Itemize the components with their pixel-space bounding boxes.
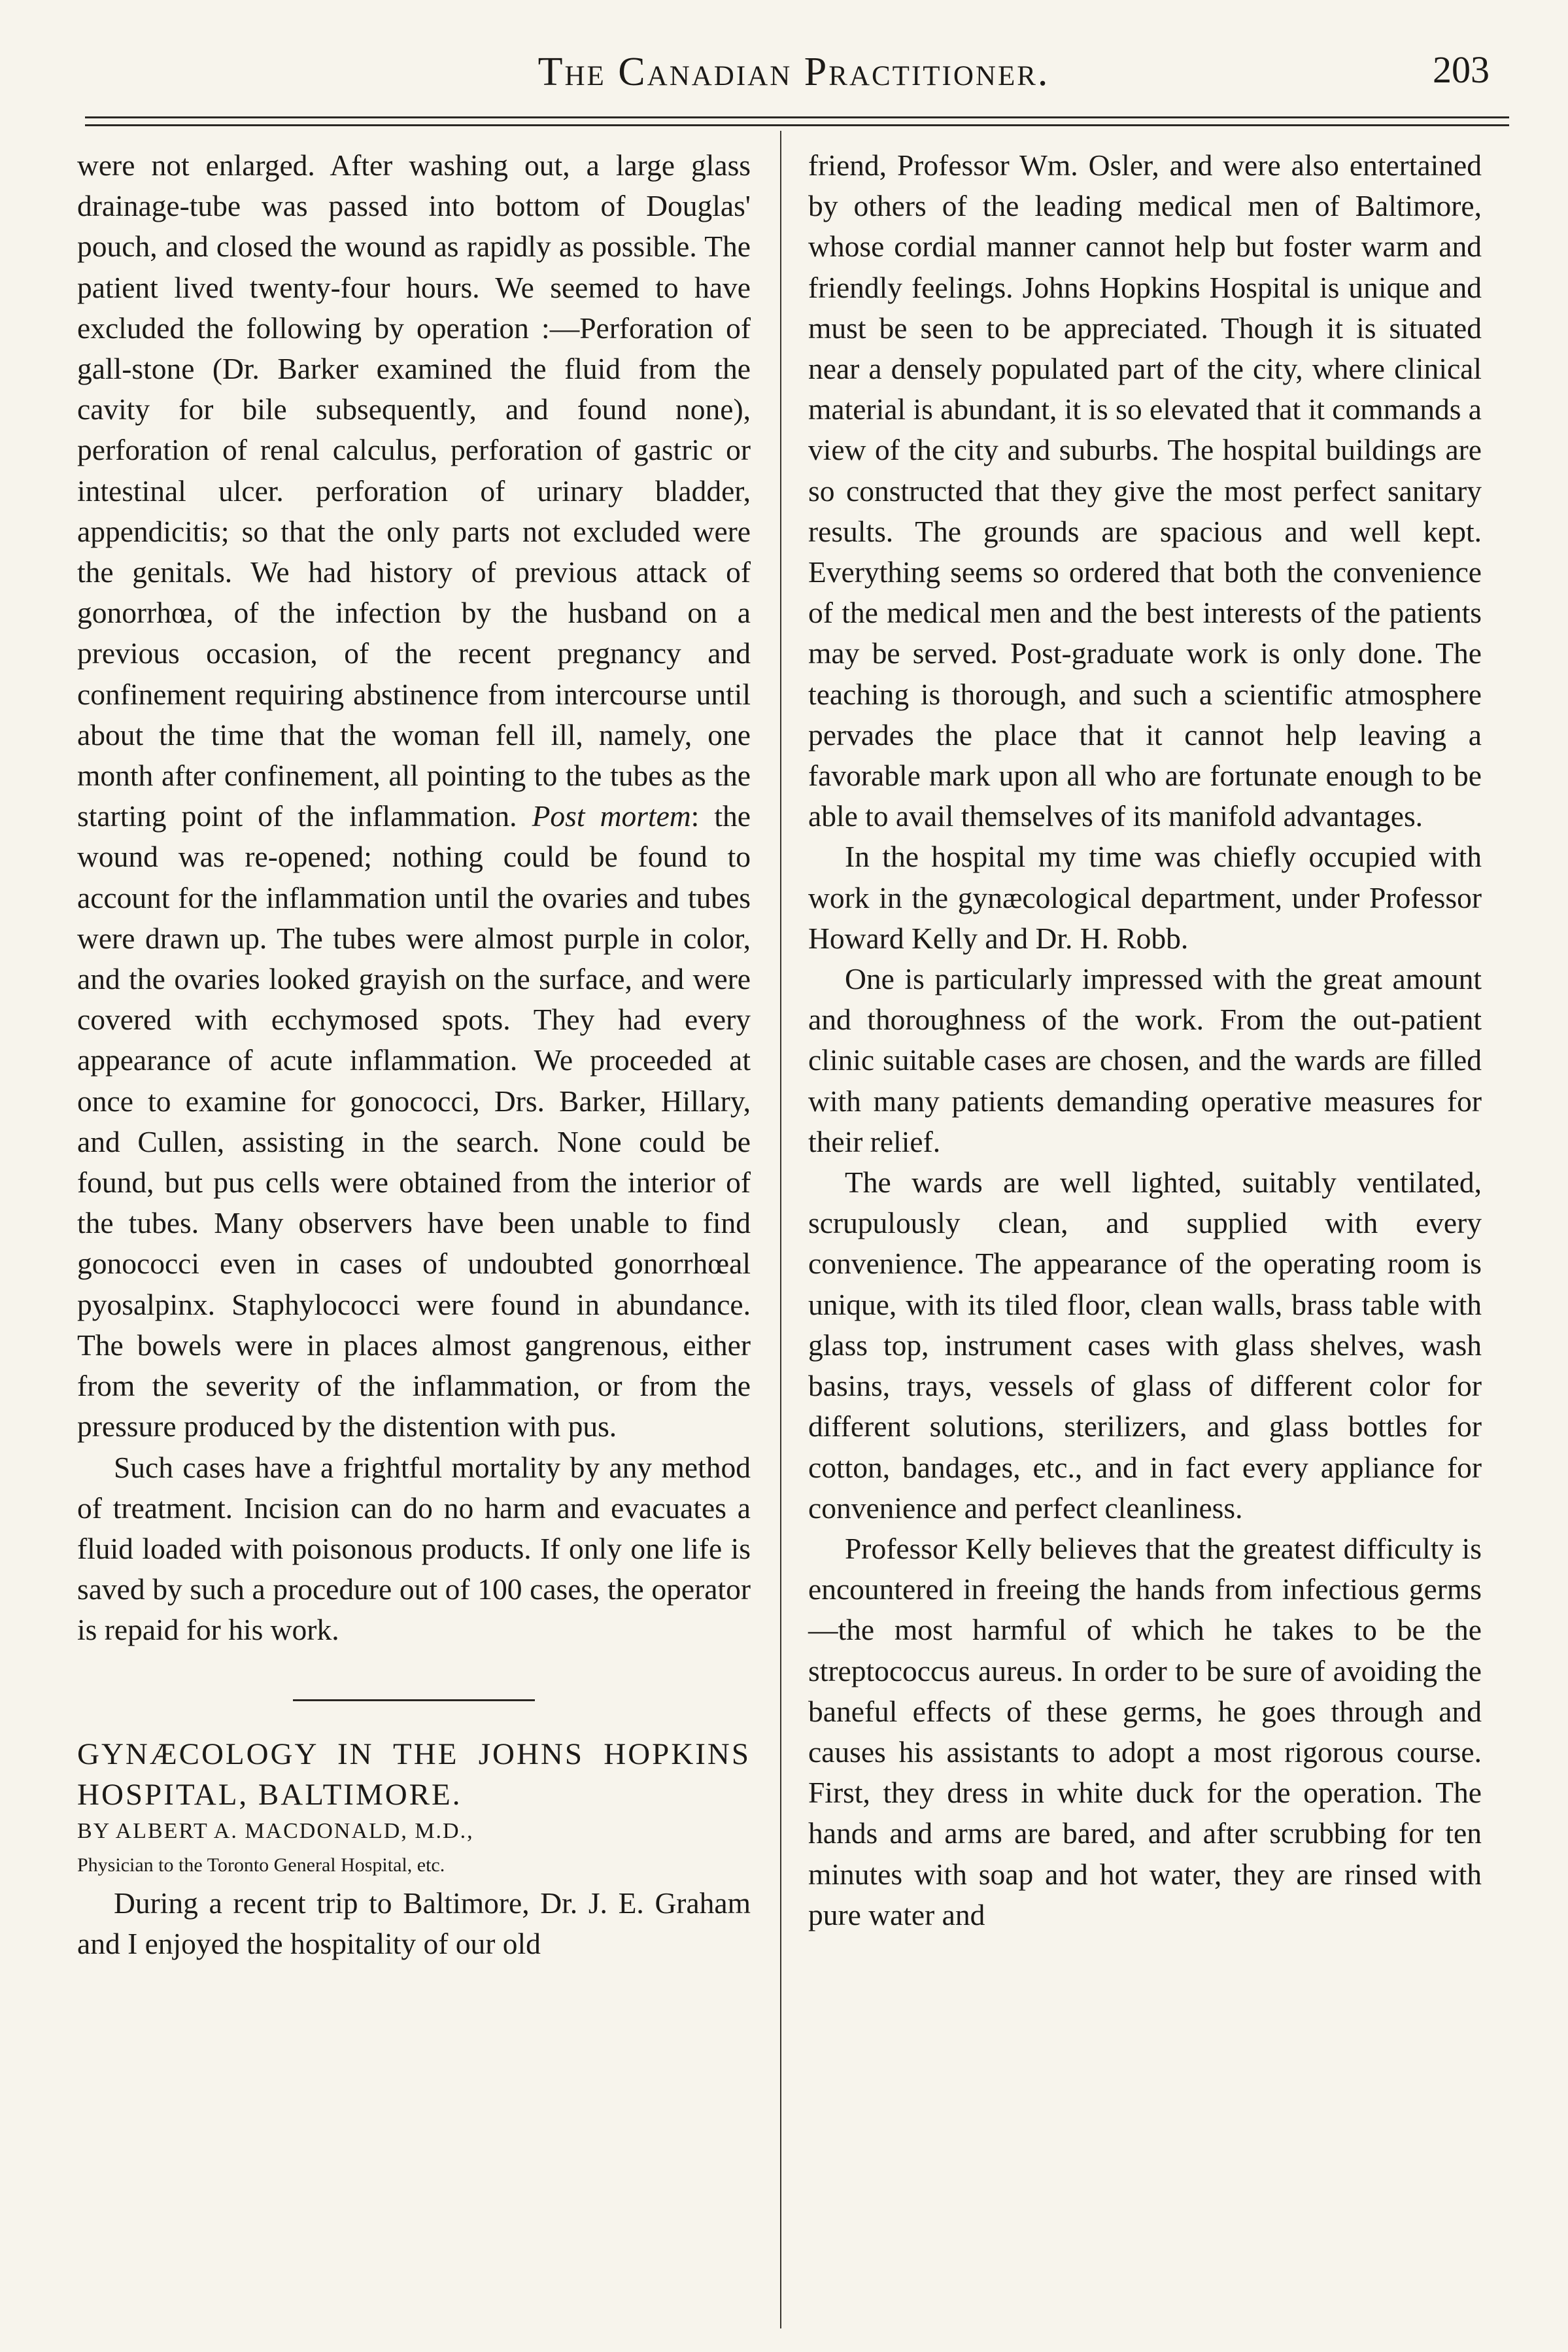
article-separator: [293, 1699, 535, 1701]
author-affiliation: Physician to the Toronto General Hospital, etc.: [77, 1854, 445, 1876]
left-paragraph-1-text: were not enlarged. After washing out, a large glass drainage-tube was passed into bottom of Douglas' pouch, and closed the wound as rapidly as possible. The patient lived twenty-four hours. We seemed to have excluded the following by operation :—Perforation of gall-stone (Dr. Barker examined the fluid from the cavity for bile subsequently, and found none), perforation of renal calculus, perforation of gastric or intestinal ulcer. perforation of urinary bladder, appendicitis; so that the only parts not excluded were the genitals. We had history of previous attack of gonorrhœa, of the infection by the husband on a previous occasion, of the recent pregnancy and confinement requiring abstinence from intercourse until about the time that the woman fell ill, namely, one month after confinement, all pointing to the tubes as the starting point of the inflammation.: [77, 148, 751, 833]
left-paragraph-3: During a recent trip to Baltimore, Dr. J. E. Graham and I enjoyed the hospitality of our old: [77, 1886, 751, 1960]
right-paragraph-2: In the hospital my time was chiefly occupied with work in the gynæcological department, under Professor Howard Kelly and Dr. H. Robb.: [808, 840, 1482, 955]
page-number: 203: [1433, 48, 1490, 91]
column-divider: [780, 131, 781, 2328]
left-paragraph-2: Such cases have a frightful mortality by any method of treatment. Incision can do no harm and evacuates a fluid loaded with poisonous products. If only one life is saved by such a procedure out of 100 cases, the operator is repaid for his work.: [77, 1450, 751, 1647]
right-paragraph-3: One is particularly impressed with the great amount and thoroughness of the work. From the out-patient clinic suitable cases are chosen, and the wards are filled with many patients demanding operative measures for their relief.: [808, 962, 1482, 1158]
right-paragraph-5: Professor Kelly believes that the greatest difficulty is encountered in freeing the hands from infectious germs—the most harmful of which he takes to be the streptococcus aureus. In order to be sure of avoiding the baneful effects of these germs, he goes through and causes his assistants to adopt a most rigorous course. First, they dress in white duck for the operation. The hands and arms are bared, and after scrubbing for ten minutes with soap and hot water, they are rinsed with pure water and: [808, 1531, 1482, 1931]
left-paragraph-1-rest: : the wound was re-opened; nothing could be found to account for the inflammation until the ovaries and tubes were drawn up. The tubes were almost purple in color, and the ovaries looked grayish on the surface, and were covered with ecchymosed spots. They had every appearance of acute inflammation. We proceeded at once to examine for gonococci, Drs. Barker, Hillary, and Cullen, assisting in the search. None could be found, but pus cells were obtained from the interior of the tubes. Many observers have been unable to find gonococci even in cases of undoubted gonorrhœal pyosalpinx. Staphylococci were found in abundance. The bowels were in places almost gangrenous, either from the severity of the inflammation, or from the pressure produced by the distention with pus.: [77, 799, 751, 1444]
article-byline: BY ALBERT A. MACDONALD, M.D.,: [77, 1818, 474, 1843]
left-paragraph-1: [77, 145, 751, 1447]
left-column: [77, 145, 751, 1964]
right-column: [808, 145, 1482, 1935]
right-paragraph-1: friend, Professor Wm. Osler, and were also entertained by others of the leading medical men of Baltimore, whose cordial manner cannot help but foster warm and friendly feelings. Johns Hopkins Hospital is unique and must be seen to be appreciated. Though it is situated near a densely populated part of the city, where clinical material is abundant, it is so elevated that it commands a view of the city and suburbs. The hospital buildings are so constructed that they give the most perfect sanitary results. The grounds are spacious and well kept. Everything seems so ordered that both the convenience of the medical men and the best interests of the patients may be served. Post-graduate work is only done. The teaching is thorough, and such a scientific atmosphere pervades the place that it cannot help leaving a favorable mark upon all who are fortunate enough to be able to avail themselves of its manifold advantages.: [808, 148, 1482, 833]
article-title: GYNÆCOLOGY IN THE JOHNS HOPKINS HOSPITAL, BALTIMORE.: [77, 1737, 751, 1812]
page-header: [85, 36, 1503, 114]
header-rule-bottom: [85, 124, 1509, 126]
header-rule-top: [85, 116, 1509, 118]
running-title: The Canadian Practitioner.: [537, 50, 1050, 94]
post-mortem-italic: Post mortem: [532, 799, 691, 833]
right-paragraph-4: The wards are well lighted, suitably ventilated, scrupulously clean, and supplied with every convenience. The appearance of the operating room is unique, with its tiled floor, clean walls, brass table with glass top, instrument cases with glass shelves, wash basins, trays, vessels of glass of different color for different solutions, sterilizers, and glass bottles for cotton, bandages, etc., and in fact every appliance for convenience and perfect cleanliness.: [808, 1166, 1482, 1525]
